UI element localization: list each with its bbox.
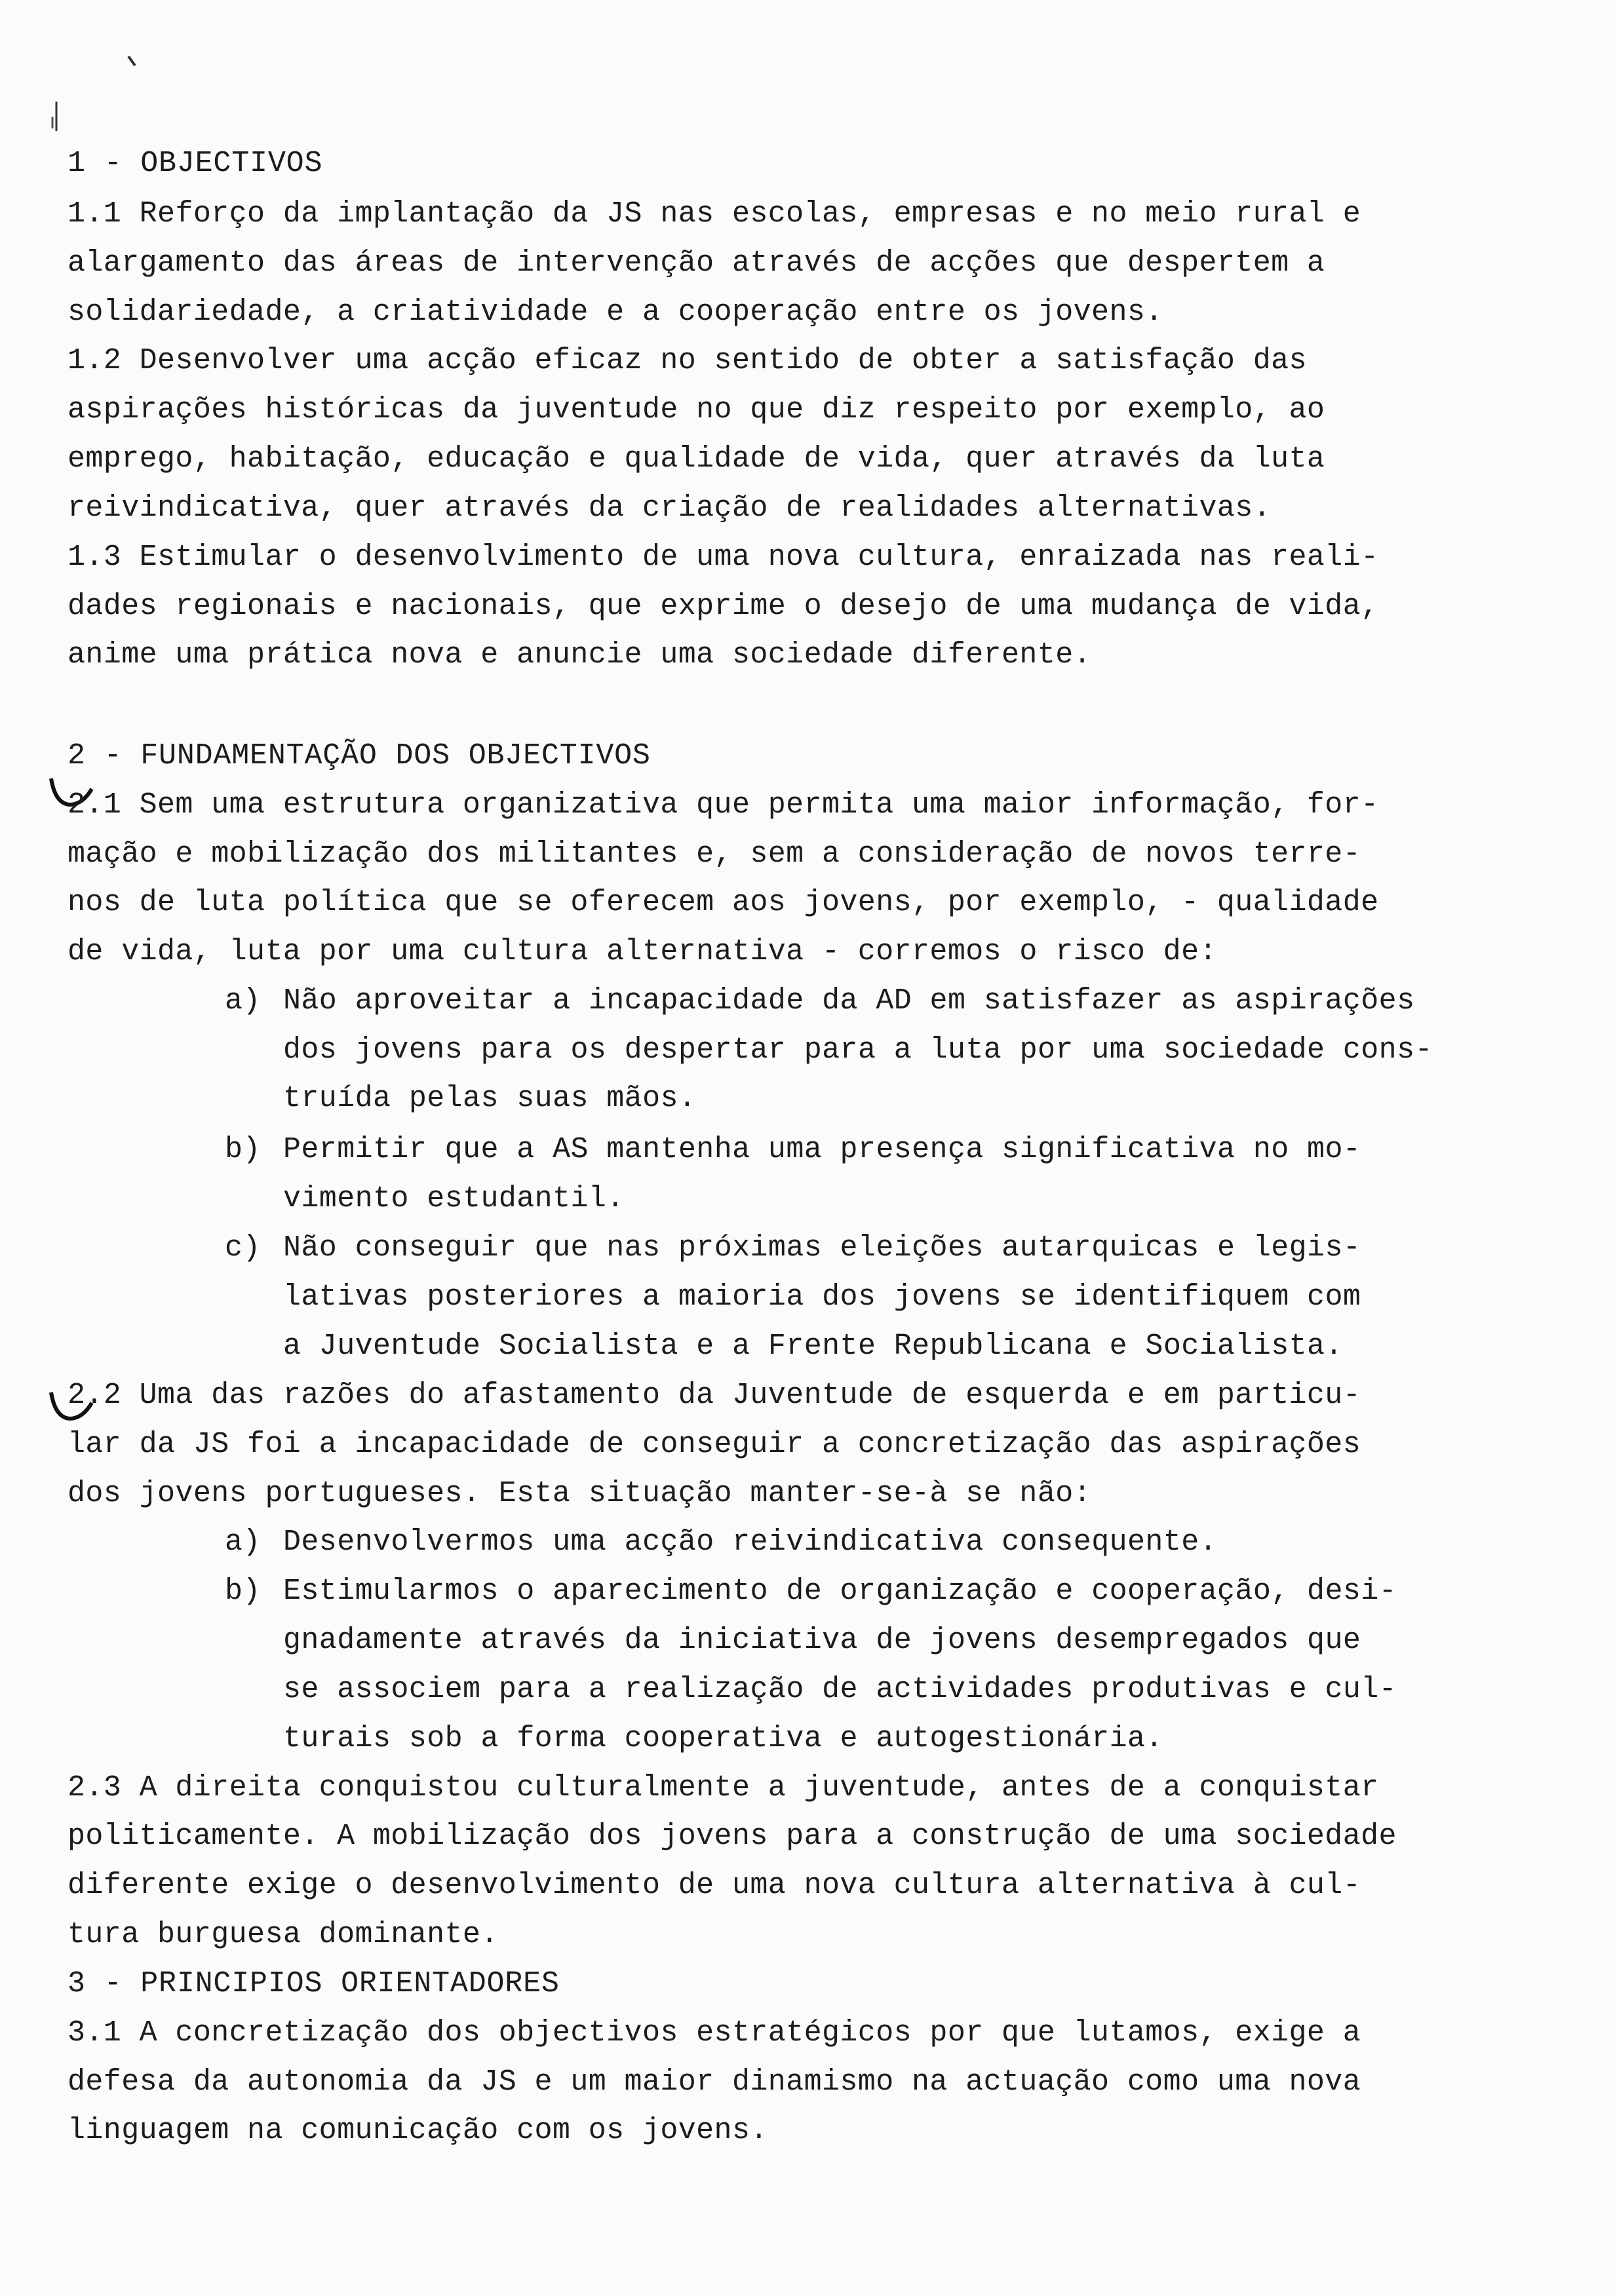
- list-item-line: vimento estudantil.: [283, 1182, 625, 1215]
- list-item-line: dos jovens para os despertar para a luta por uma sociedade cons-: [283, 1033, 1433, 1067]
- text-line: linguagem na comunicação com os jovens.: [68, 2114, 768, 2147]
- section3-heading: 3 - PRINCIPIOS ORIENTADORES: [68, 1967, 560, 2000]
- text-line: 2.1 Sem uma estrutura organizativa que permita uma maior informação, for-: [68, 788, 1379, 822]
- list-item-line: gnadamente através da iniciativa de jovens desempregados que: [283, 1624, 1361, 1657]
- text-line: alargamento das áreas de intervenção através de acções que despertem a: [68, 246, 1325, 280]
- section1-heading: 1 - OBJECTIVOS: [68, 147, 323, 180]
- list-letter: a): [225, 984, 261, 1018]
- list-letter: c): [225, 1231, 261, 1265]
- list-letter: b): [225, 1575, 261, 1608]
- list-item-line: Permitir que a AS mantenha uma presença significativa no mo-: [283, 1133, 1361, 1166]
- text-line: dos jovens portugueses. Esta situação manter-se-à se não:: [68, 1477, 1092, 1510]
- text-line: tura burguesa dominante.: [68, 1918, 499, 1951]
- text-line: emprego, habitação, educação e qualidade de vida, quer através da luta: [68, 442, 1325, 476]
- list-item-line: turais sob a forma cooperativa e autogestionária.: [283, 1722, 1163, 1755]
- text-line: 2.2 Uma das razões do afastamento da Juventude de esquerda e em particu-: [68, 1379, 1361, 1412]
- text-line: de vida, luta por uma cultura alternativa - corremos o risco de:: [68, 935, 1217, 968]
- list-item-line: Não aproveitar a incapacidade da AD em satisfazer as aspirações: [283, 984, 1415, 1018]
- text-line: aspirações históricas da juventude no que diz respeito por exemplo, ao: [68, 393, 1325, 427]
- list-item-line: Desenvolvermos uma acção reivindicativa consequente.: [283, 1525, 1218, 1559]
- text-line: 1.1 Reforço da implantação da JS nas escolas, empresas e no meio rural e: [68, 197, 1361, 231]
- text-line: anime uma prática nova e anuncie uma sociedade diferente.: [68, 638, 1092, 672]
- text-line: nos de luta política que se oferecem aos jovens, por exemplo, - qualidade: [68, 886, 1379, 919]
- text-line: 3.1 A concretização dos objectivos estratégicos por que lutamos, exige a: [68, 2016, 1361, 2050]
- list-item-line: a Juventude Socialista e a Frente Republicana e Socialista.: [283, 1330, 1343, 1363]
- list-item-line: lativas posteriores a maioria dos jovens se identifiquem com: [283, 1280, 1361, 1314]
- text-line: reivindicativa, quer através da criação de realidades alternativas.: [68, 491, 1272, 525]
- list-item-line: Estimularmos o aparecimento de organização e cooperação, desi-: [283, 1575, 1397, 1608]
- text-line: 1.2 Desenvolver uma acção eficaz no sentido de obter a satisfação das: [68, 344, 1307, 377]
- list-letter: b): [225, 1133, 261, 1166]
- text-line: lar da JS foi a incapacidade de conseguir a concretização das aspirações: [68, 1428, 1361, 1461]
- text-line: dades regionais e nacionais, que exprime o desejo de uma mudança de vida,: [68, 590, 1379, 623]
- text-line: 1.3 Estimular o desenvolvimento de uma nova cultura, enraizada nas reali-: [68, 541, 1379, 574]
- text-line: defesa da autonomia da JS e um maior dinamismo na actuação como uma nova: [68, 2065, 1361, 2099]
- text-line: 2.3 A direita conquistou culturalmente a juventude, antes de a conquistar: [68, 1771, 1379, 1805]
- list-item-line: Não conseguir que nas próximas eleições autarquicas e legis-: [283, 1231, 1361, 1265]
- text-line: politicamente. A mobilização dos jovens para a construção de uma sociedade: [68, 1820, 1397, 1853]
- list-item-line: se associem para a realização de actividades produtivas e cul-: [283, 1673, 1397, 1706]
- section2-heading: 2 - FUNDAMENTAÇÃO DOS OBJECTIVOS: [68, 739, 651, 773]
- text-line: mação e mobilização dos militantes e, sem a consideração de novos terre-: [68, 837, 1361, 871]
- text-line: diferente exige o desenvolvimento de uma nova cultura alternativa à cul-: [68, 1869, 1361, 1902]
- list-letter: a): [225, 1525, 261, 1559]
- text-line: solidariedade, a criatividade e a cooperação entre os jovens.: [68, 296, 1163, 329]
- list-item-line: truída pelas suas mãos.: [283, 1082, 697, 1115]
